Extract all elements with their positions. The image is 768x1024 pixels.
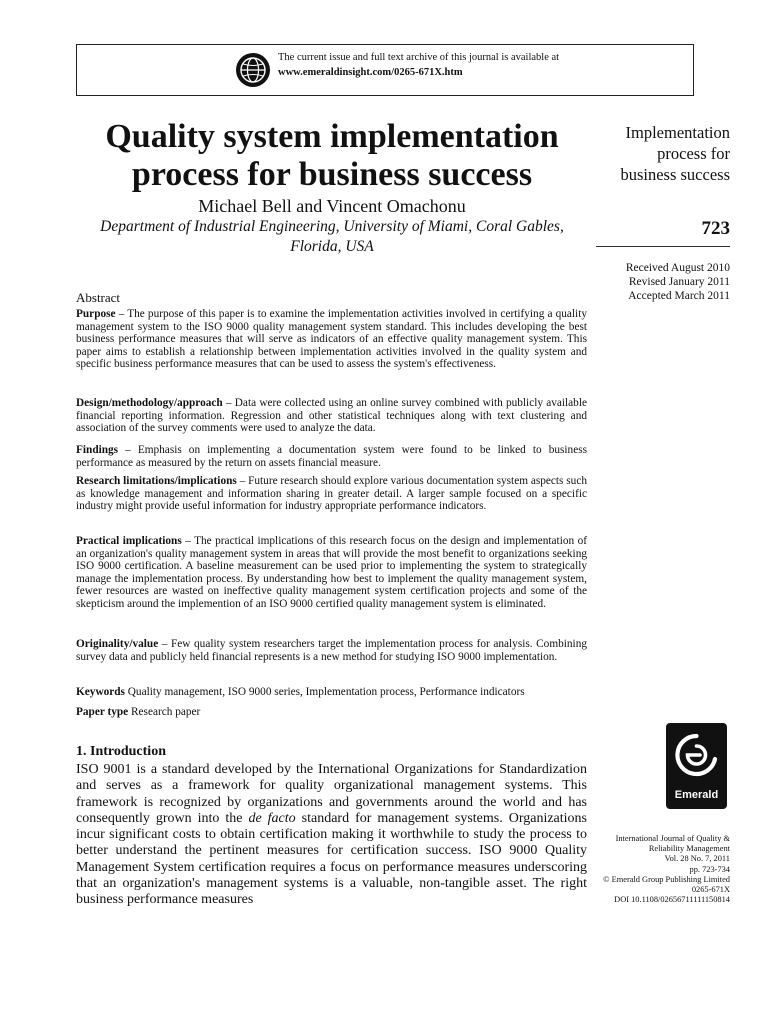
authors: Michael Bell and Vincent Omachonu [198, 196, 466, 216]
logo-text: Emerald [674, 789, 719, 801]
introduction-text [76, 762, 587, 909]
abstract-design [76, 397, 587, 435]
journal-line-1: International Journal of Quality & [615, 834, 730, 843]
practical-text: – The practical implications of this research focus on the design and implementation of an organization's quality management system in areas that will provide the most benefit to organizations seeking ISO 9000 certification. A baseline measurement can be used prior to implementing the system to strategically manage the implementation process. By understanding how best to implement the quality management system, fewer resources are wasted on ineffective quality management system certification projects and some of the skepticism around the implemention of an ISO 9000 certified quality management system is eliminated. [76, 535, 587, 610]
keywords [76, 686, 596, 698]
title-line-1: Quality system implementation [105, 118, 559, 155]
affiliation-line-1: Department of Industrial Engineering, University of Miami, Coral Gables, [100, 218, 564, 235]
journal-line-4: pp. 723-734 [689, 864, 730, 874]
revised-date: Revised January 2011 [628, 276, 730, 288]
affiliation-line-2: Florida, USA [290, 238, 374, 255]
abstract-originality [76, 638, 587, 663]
intro-text-2: standard for management systems. Organizations incur significant costs to obtain certification making it worthwhile to study the process to better understand the pertinent measures for certification success. ISO 9000 Quality Management System certification requires a focus on performance measures underscoring that an organization's management systems is a valuable, non-tangible asset. The right business performance measures [76, 810, 587, 908]
purpose-text: – The purpose of this paper is to examine the implementation activities involved in certifying a quality management system to the ISO 9000 quality management system standard. This includes developing the best business performance measures that will serve as indicators of an effective quality management system. This paper aims to establish a relationship between implementation activities involved in the quality system and specific business performance measures that can be used to assess the system's effectiveness. [76, 308, 587, 371]
running-head [596, 122, 730, 185]
journal-line-3: Vol. 28 No. 7, 2011 [664, 854, 730, 864]
paper-type [76, 706, 596, 718]
running-head-line-1: Implementation [625, 123, 730, 142]
originality-text: – Few quality system researchers target the implementation process for analysis. Combining survey data and publicly held financial represents is a new method for studying ISO 9000 implementation. [76, 638, 587, 663]
divider [596, 246, 730, 247]
design-text: – Data were collected using an online survey combined with publicly available financial reporting information. Regression and other statistical techniques along with text clustering and association of the survey comments were used to analyze the data. [76, 397, 587, 435]
abstract-purpose [76, 308, 587, 371]
received-date: Received August 2010 [625, 262, 730, 274]
paper-title [78, 118, 586, 194]
paper-type-label: Paper type [76, 706, 129, 718]
page-number: 723 [701, 218, 730, 239]
journal-line-5: © Emerald Group Publishing Limited [603, 874, 730, 884]
limitations-label: Research limitations/implications [76, 475, 237, 487]
journal-line-2: Reliability Management [648, 844, 730, 854]
archive-notice: The current issue and full text archive of this journal is available at [278, 52, 560, 63]
intro-text-italic: de facto [248, 810, 296, 826]
journal-info [590, 834, 730, 905]
design-label: Design/methodology/approach [76, 397, 223, 409]
title-line-2: process for business success [131, 156, 533, 193]
abstract-limitations [76, 475, 587, 513]
findings-label: Findings [76, 444, 119, 456]
journal-url-link[interactable]: www.emeraldinsight.com/0265-671X.htm [278, 67, 463, 78]
abstract-practical [76, 535, 587, 611]
submission-dates [596, 261, 730, 303]
keywords-label: Keywords [76, 686, 125, 698]
abstract-heading: Abstract [76, 290, 121, 305]
limitations-text: – Future research should explore various documentation system aspects such as knowledge management and information sharing in greater detail. A larger sample focused on a specific industry might provide useful information for industry appropriate performance indicators. [76, 475, 587, 513]
paper-type-text: Research paper [128, 706, 201, 718]
practical-label: Practical implications [76, 535, 182, 547]
section-heading: 1. Introduction [76, 744, 166, 759]
affiliation [78, 217, 586, 257]
doi: DOI 10.1108/02656711111150814 [614, 895, 730, 905]
findings-text: – Emphasis on implementing a documentation system were found to be linked to business performance as measured by the return on assets financial measure. [76, 444, 587, 469]
abstract-findings [76, 444, 587, 469]
keywords-text: Quality management, ISO 9000 series, Implementation process, Performance indicators [124, 686, 525, 698]
journal-line-6: 0265-671X [691, 885, 730, 895]
originality-label: Originality/value [76, 638, 159, 650]
accepted-date: Accepted March 2011 [628, 290, 730, 302]
globe-icon [236, 53, 270, 87]
running-head-line-3: business success [620, 165, 730, 184]
emerald-logo-icon [666, 723, 727, 809]
purpose-label: Purpose [76, 308, 116, 320]
intro-text-1: ISO 9001 is a standard developed by the International Organizations for Standardization and serves as a framework for quality organizational management systems. This framework is recognized by organizations and governments around the world and has consequently grown into the [76, 762, 587, 826]
running-head-line-2: process for [657, 144, 730, 163]
